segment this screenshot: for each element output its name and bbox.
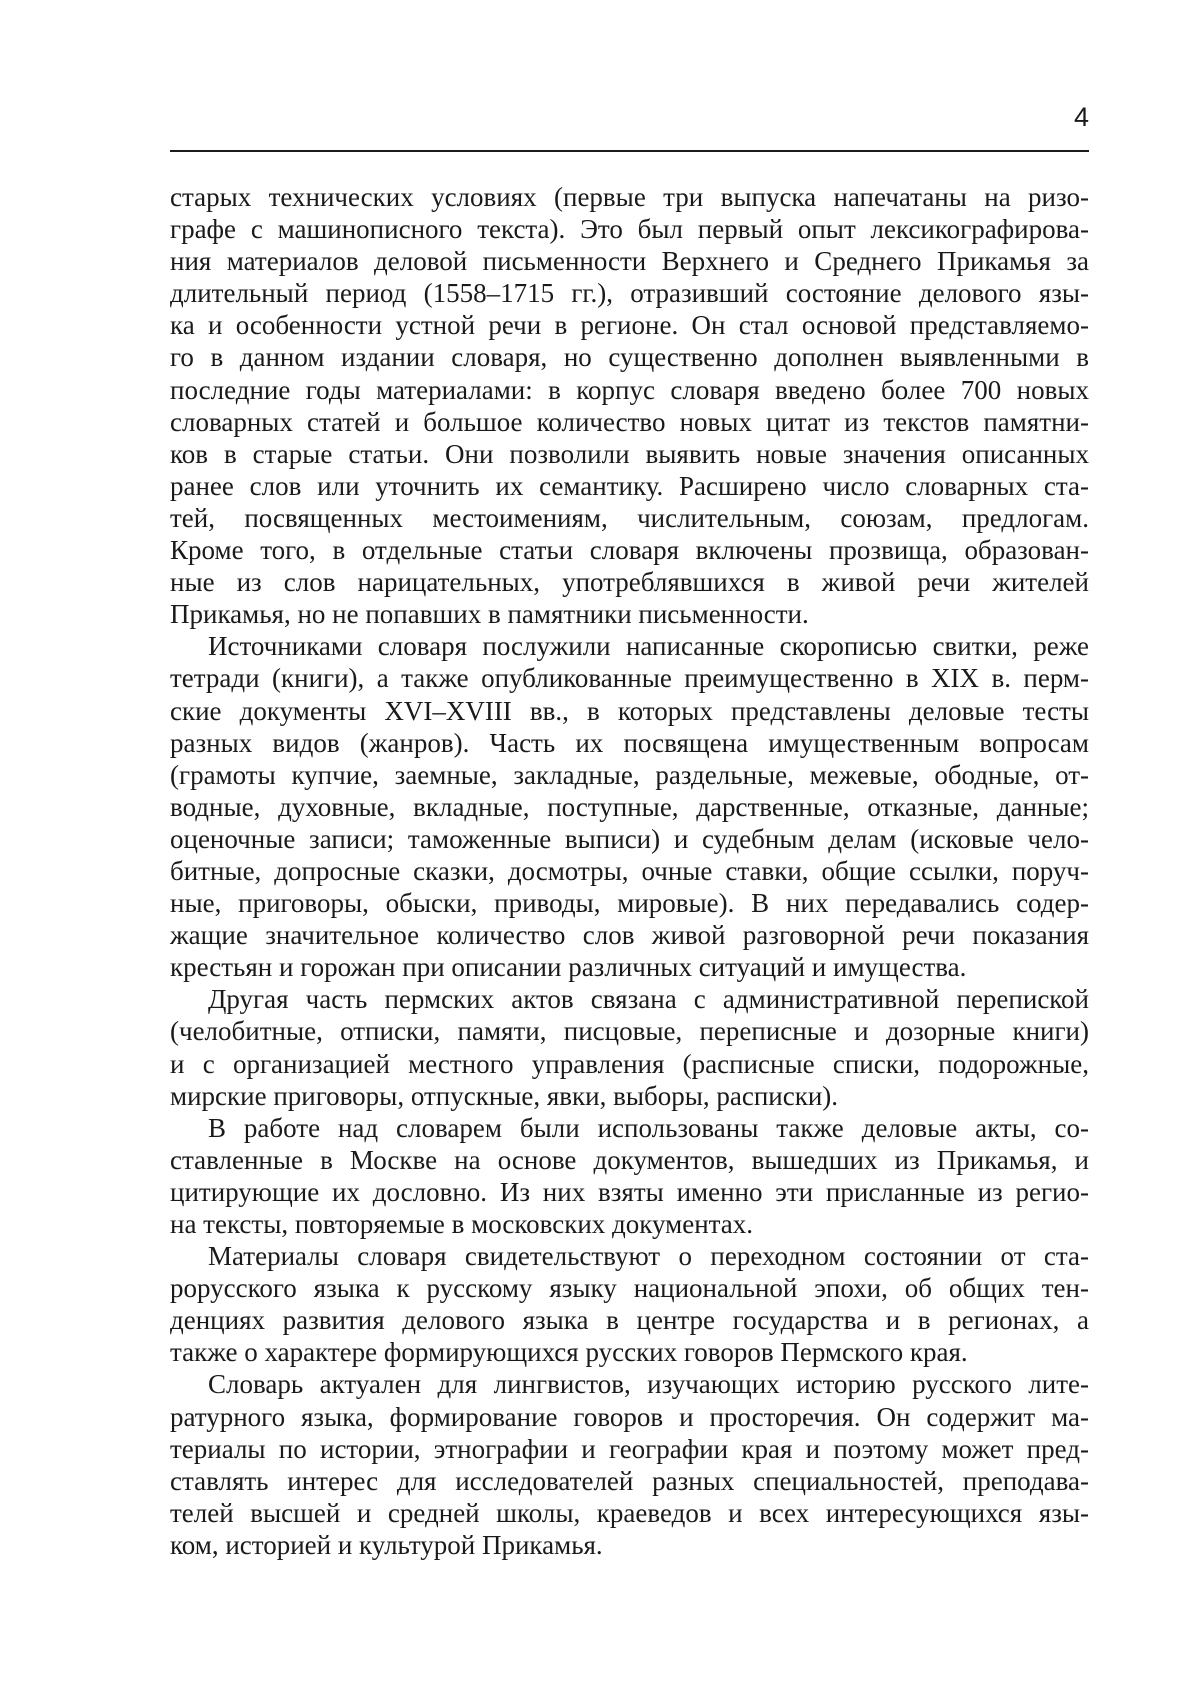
text-line: крестьян и горожан при описании различных ситуаций и имущества. <box>170 952 967 983</box>
text-line: Словарь актуален для лингвистов, изучающих историю русского лите- <box>208 1369 1089 1400</box>
text-line: на тексты, повторяемые в московских документах. <box>170 1209 754 1239</box>
text-line: Прикамья, но не попавших в памятники письменности. <box>170 599 809 630</box>
text-line: ные, приговоры, обыски, приводы, мировые). В них передавались содер- <box>170 888 1089 919</box>
text-line: тетради (книги), а также опубликованные преимущественно в XIX в. перм- <box>170 663 1089 694</box>
text-line: битные, допросные сказки, досмотры, очные ставки, общие ссылки, поруч- <box>170 855 1089 886</box>
text-line: Источниками словаря послужили написанные скорописью свитки, реже <box>208 631 1089 662</box>
text-line: ния материалов деловой письменности Верхнего и Среднего Прикамья за <box>170 246 1089 277</box>
text-line: ставленные в Москве на основе документов, вышедших из Прикамья, и <box>170 1144 1089 1175</box>
text-line: последние годы материалами: в корпус словаря введено более 700 новых <box>170 374 1089 405</box>
paragraph <box>170 983 1089 1111</box>
text-line: Другая часть пермских актов связана с административной перепиской <box>208 984 1089 1015</box>
text-line: мирские приговоры, отпускные, явки, выборы, расписки). <box>170 1080 839 1111</box>
paragraph <box>170 1240 1089 1368</box>
paragraph <box>170 1112 1089 1240</box>
text-line: словарных статей и большое количество новых цитат из текстов памятни- <box>170 406 1089 437</box>
text-line: жащие значительное количество слов живой разговорной речи показания <box>170 920 1089 951</box>
paragraph <box>170 630 1089 983</box>
text-line: Материалы словаря свидетельствуют о переходном состоянии от ста- <box>208 1241 1089 1272</box>
text-line: цитирующие их дословно. Из них взяты именно эти присланные из регио- <box>170 1176 1089 1207</box>
header-rule <box>170 150 1089 152</box>
text-line: графе с машинописного текста). Это был первый опыт лексикографирова- <box>170 214 1089 245</box>
text-line: ранее слов или уточнить их семантику. Расширено число словарных ста- <box>170 470 1089 501</box>
text-line: и с организацией местного управления (расписные списки, подорожные, <box>170 1048 1089 1079</box>
text-line: (грамоты купчие, заемные, закладные, раздельные, межевые, ободные, от- <box>170 759 1089 790</box>
text-line: ка и особенности устной речи в регионе. Он стал основой представляемо- <box>170 310 1089 341</box>
text-line: тей, посвященных местоимениям, числительным, союзам, предлогам. <box>170 502 1089 533</box>
text-line: рорусского языка к русскому языку национальной эпохи, об общих тен- <box>170 1273 1089 1304</box>
paragraph <box>170 181 1089 630</box>
text-line: ставлять интерес для исследователей разных специальностей, преподава- <box>170 1465 1089 1496</box>
paragraph <box>170 1368 1089 1561</box>
text-line: оценочные записи; таможенные выписи) и судебным делам (исковые чело- <box>170 823 1089 854</box>
text-line: телей высшей и средней школы, краеведов и всех интересующихся язы- <box>170 1497 1089 1528</box>
text-line: разных видов (жанров). Часть их посвящена имущественным вопросам <box>170 727 1089 758</box>
text-line: старых технических условиях (первые три выпуска напечатаны на ризо- <box>170 182 1089 212</box>
text-line: ские документы XVI–XVIII вв., в которых представлены деловые тесты <box>170 695 1089 726</box>
text-line: Кроме того, в отдельные статьи словаря включены прозвища, образован- <box>170 535 1089 566</box>
text-line: ратурного языка, формирование говоров и просторечия. Он содержит ма- <box>170 1401 1089 1432</box>
text-line: го в данном издании словаря, но существенно дополнен выявленными в <box>170 342 1089 373</box>
text-line: длительный период (1558–1715 гг.), отразивший состояние делового язы- <box>170 278 1089 309</box>
text-line: териалы по истории, этнографии и географии края и поэтому может пред- <box>170 1433 1089 1464</box>
body-text <box>170 181 1089 1561</box>
text-line: ком, историей и культурой Прикамья. <box>170 1529 603 1560</box>
text-line: денциях развития делового языка в центре государства и в регионах, а <box>170 1305 1089 1336</box>
page-number: 4 <box>1073 102 1089 132</box>
text-line: также о характере формирующихся русских говоров Пермского края. <box>170 1337 968 1368</box>
text-line: В работе над словарем были использованы также деловые акты, со- <box>208 1112 1089 1143</box>
text-line: ные из слов нарицательных, употреблявшихся в живой речи жителей <box>170 567 1089 598</box>
text-line: (челобитные, отписки, памяти, писцовые, переписные и дозорные книги) <box>170 1016 1089 1047</box>
text-line: ков в старые статьи. Они позволили выявить новые значения описанных <box>170 438 1089 469</box>
text-line: водные, духовные, вкладные, поступные, дарственные, отказные, данные; <box>170 791 1089 822</box>
